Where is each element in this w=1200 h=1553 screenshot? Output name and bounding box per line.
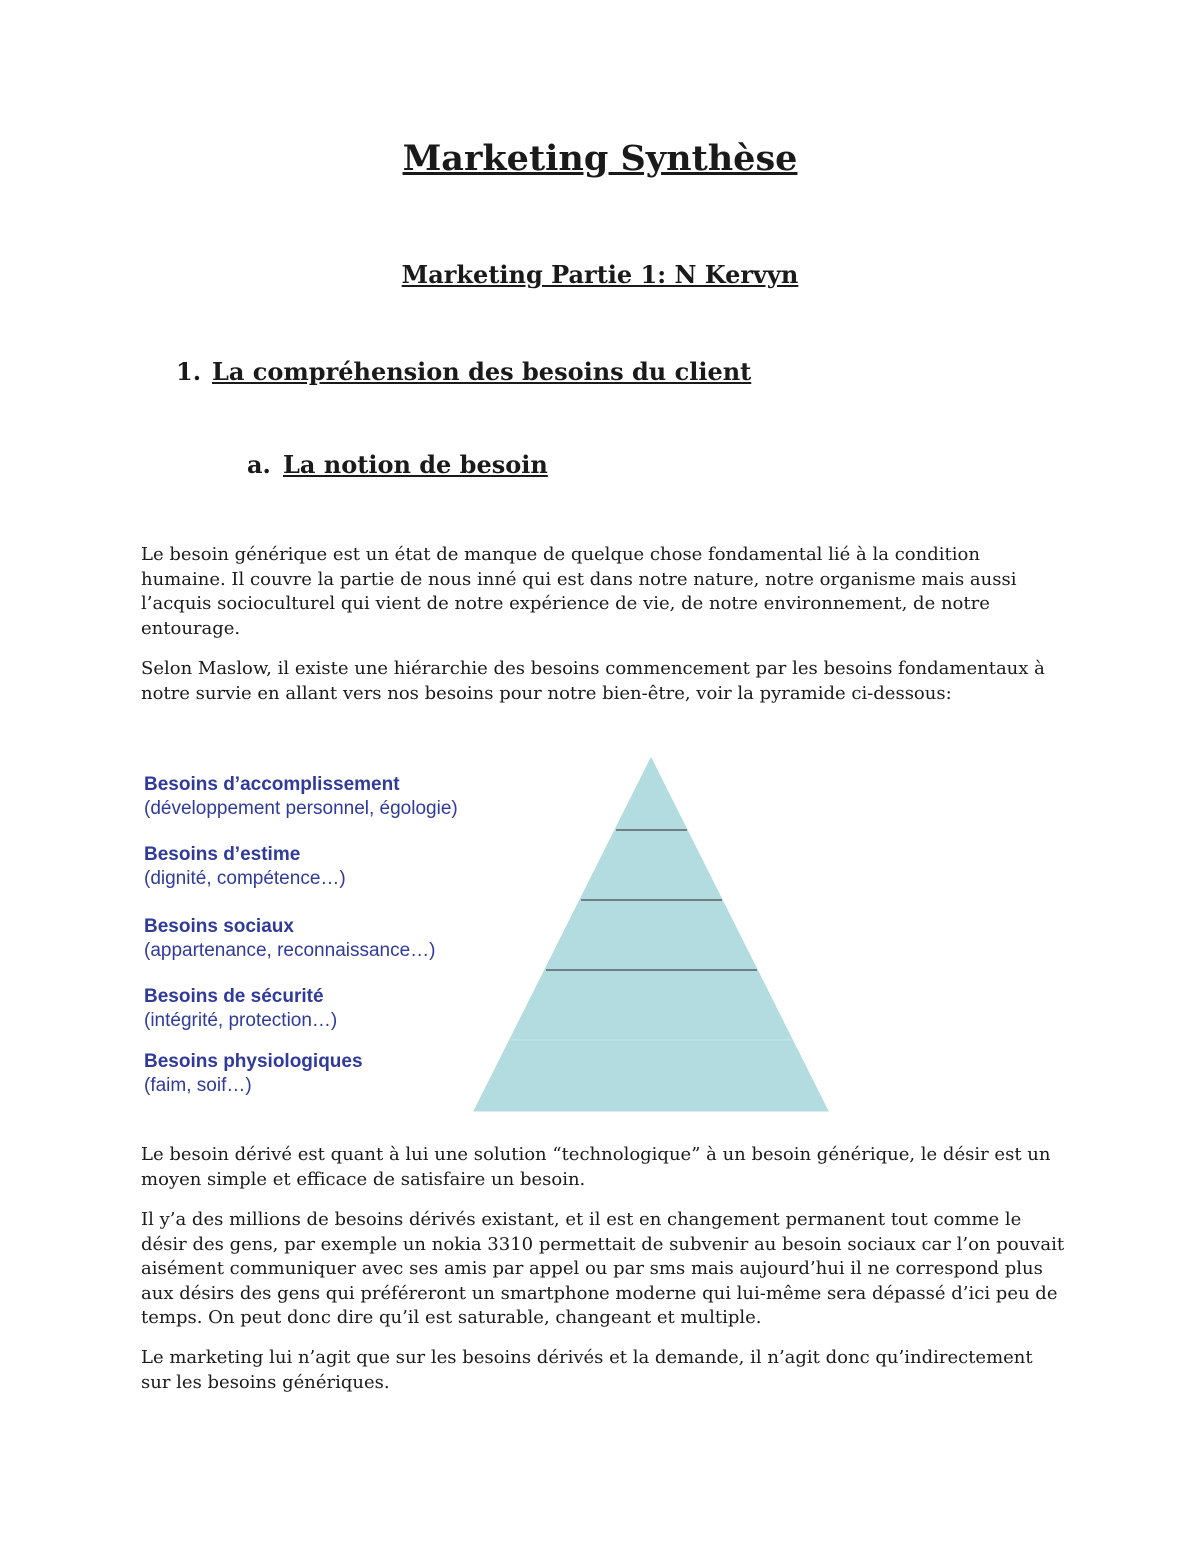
paragraph: Il y’a des millions de besoins dérivés existant, et il est en changement permanent tout comme le désir des gens, par exemple un nokia 3310 permettait de subvenir au besoin sociaux car l’on pouvait aisément communiquer avec ses amis par appel ou par sms mais aujourd’hui il ne correspond plus aux désirs des gens qui préféreront un smartphone moderne qui lui-même sera dépassé d’ici peu de temps. On peut donc dire qu’il est saturable, changeant et multiple.: [141, 1209, 1065, 1329]
level-name: Besoins d’accomplissement: [144, 774, 400, 795]
document-subtitle: Marketing Partie 1: N Kervyn: [401, 260, 799, 289]
level-description: (développement personnel, égologie): [144, 798, 458, 819]
pyramid-shape: [474, 758, 828, 1111]
pyramid-level-label: [144, 844, 346, 890]
level-name: Besoins de sécurité: [144, 986, 324, 1007]
level-description: (intégrité, protection…): [144, 1010, 338, 1031]
subsection-title: La notion de besoin: [283, 450, 548, 479]
level-description: (faim, soif…): [144, 1075, 252, 1096]
paragraph: Selon Maslow, il existe une hiérarchie des besoins commencement par les besoins fondamentaux à notre survie en allant vers nos besoins pour notre bien-être, voir la pyramide ci-dessous:: [141, 658, 1045, 704]
section-heading: [176, 357, 751, 386]
level-description: (appartenance, reconnaissance…): [144, 940, 436, 961]
pyramid-level-label: [144, 1051, 363, 1097]
maslow-pyramid: [460, 750, 840, 1120]
level-name: Besoins sociaux: [144, 916, 294, 937]
level-name: Besoins d’estime: [144, 844, 301, 865]
pyramid-level-label: [144, 916, 436, 962]
paragraph: Le besoin générique est un état de manque de quelque chose fondamental lié à la condition humaine. Il couvre la partie de nous inné qui est dans notre nature, notre organisme mais aussi l’acquis socioculturel qui vient de notre expérience de vie, de notre environnement, de notre entourage.: [141, 544, 1017, 639]
section-number: 1.: [176, 357, 202, 386]
pyramid-level-label: [144, 774, 458, 820]
paragraph: Le besoin dérivé est quant à lui une solution “technologique” à un besoin générique, le désir est un moyen simple et efficace de satisfaire un besoin.: [141, 1144, 1051, 1190]
section-title: La compréhension des besoins du client: [212, 357, 752, 386]
subsection-letter: a.: [247, 450, 271, 479]
paragraph: Le marketing lui n’agit que sur les besoins dérivés et la demande, il n’agit donc qu’indirectement sur les besoins génériques.: [141, 1347, 1033, 1393]
pyramid-level-label: [144, 986, 337, 1032]
level-name: Besoins physiologiques: [144, 1051, 363, 1072]
subsection-heading: [247, 450, 548, 479]
level-description: (dignité, compétence…): [144, 868, 346, 889]
document-title: Marketing Synthèse: [402, 138, 798, 179]
